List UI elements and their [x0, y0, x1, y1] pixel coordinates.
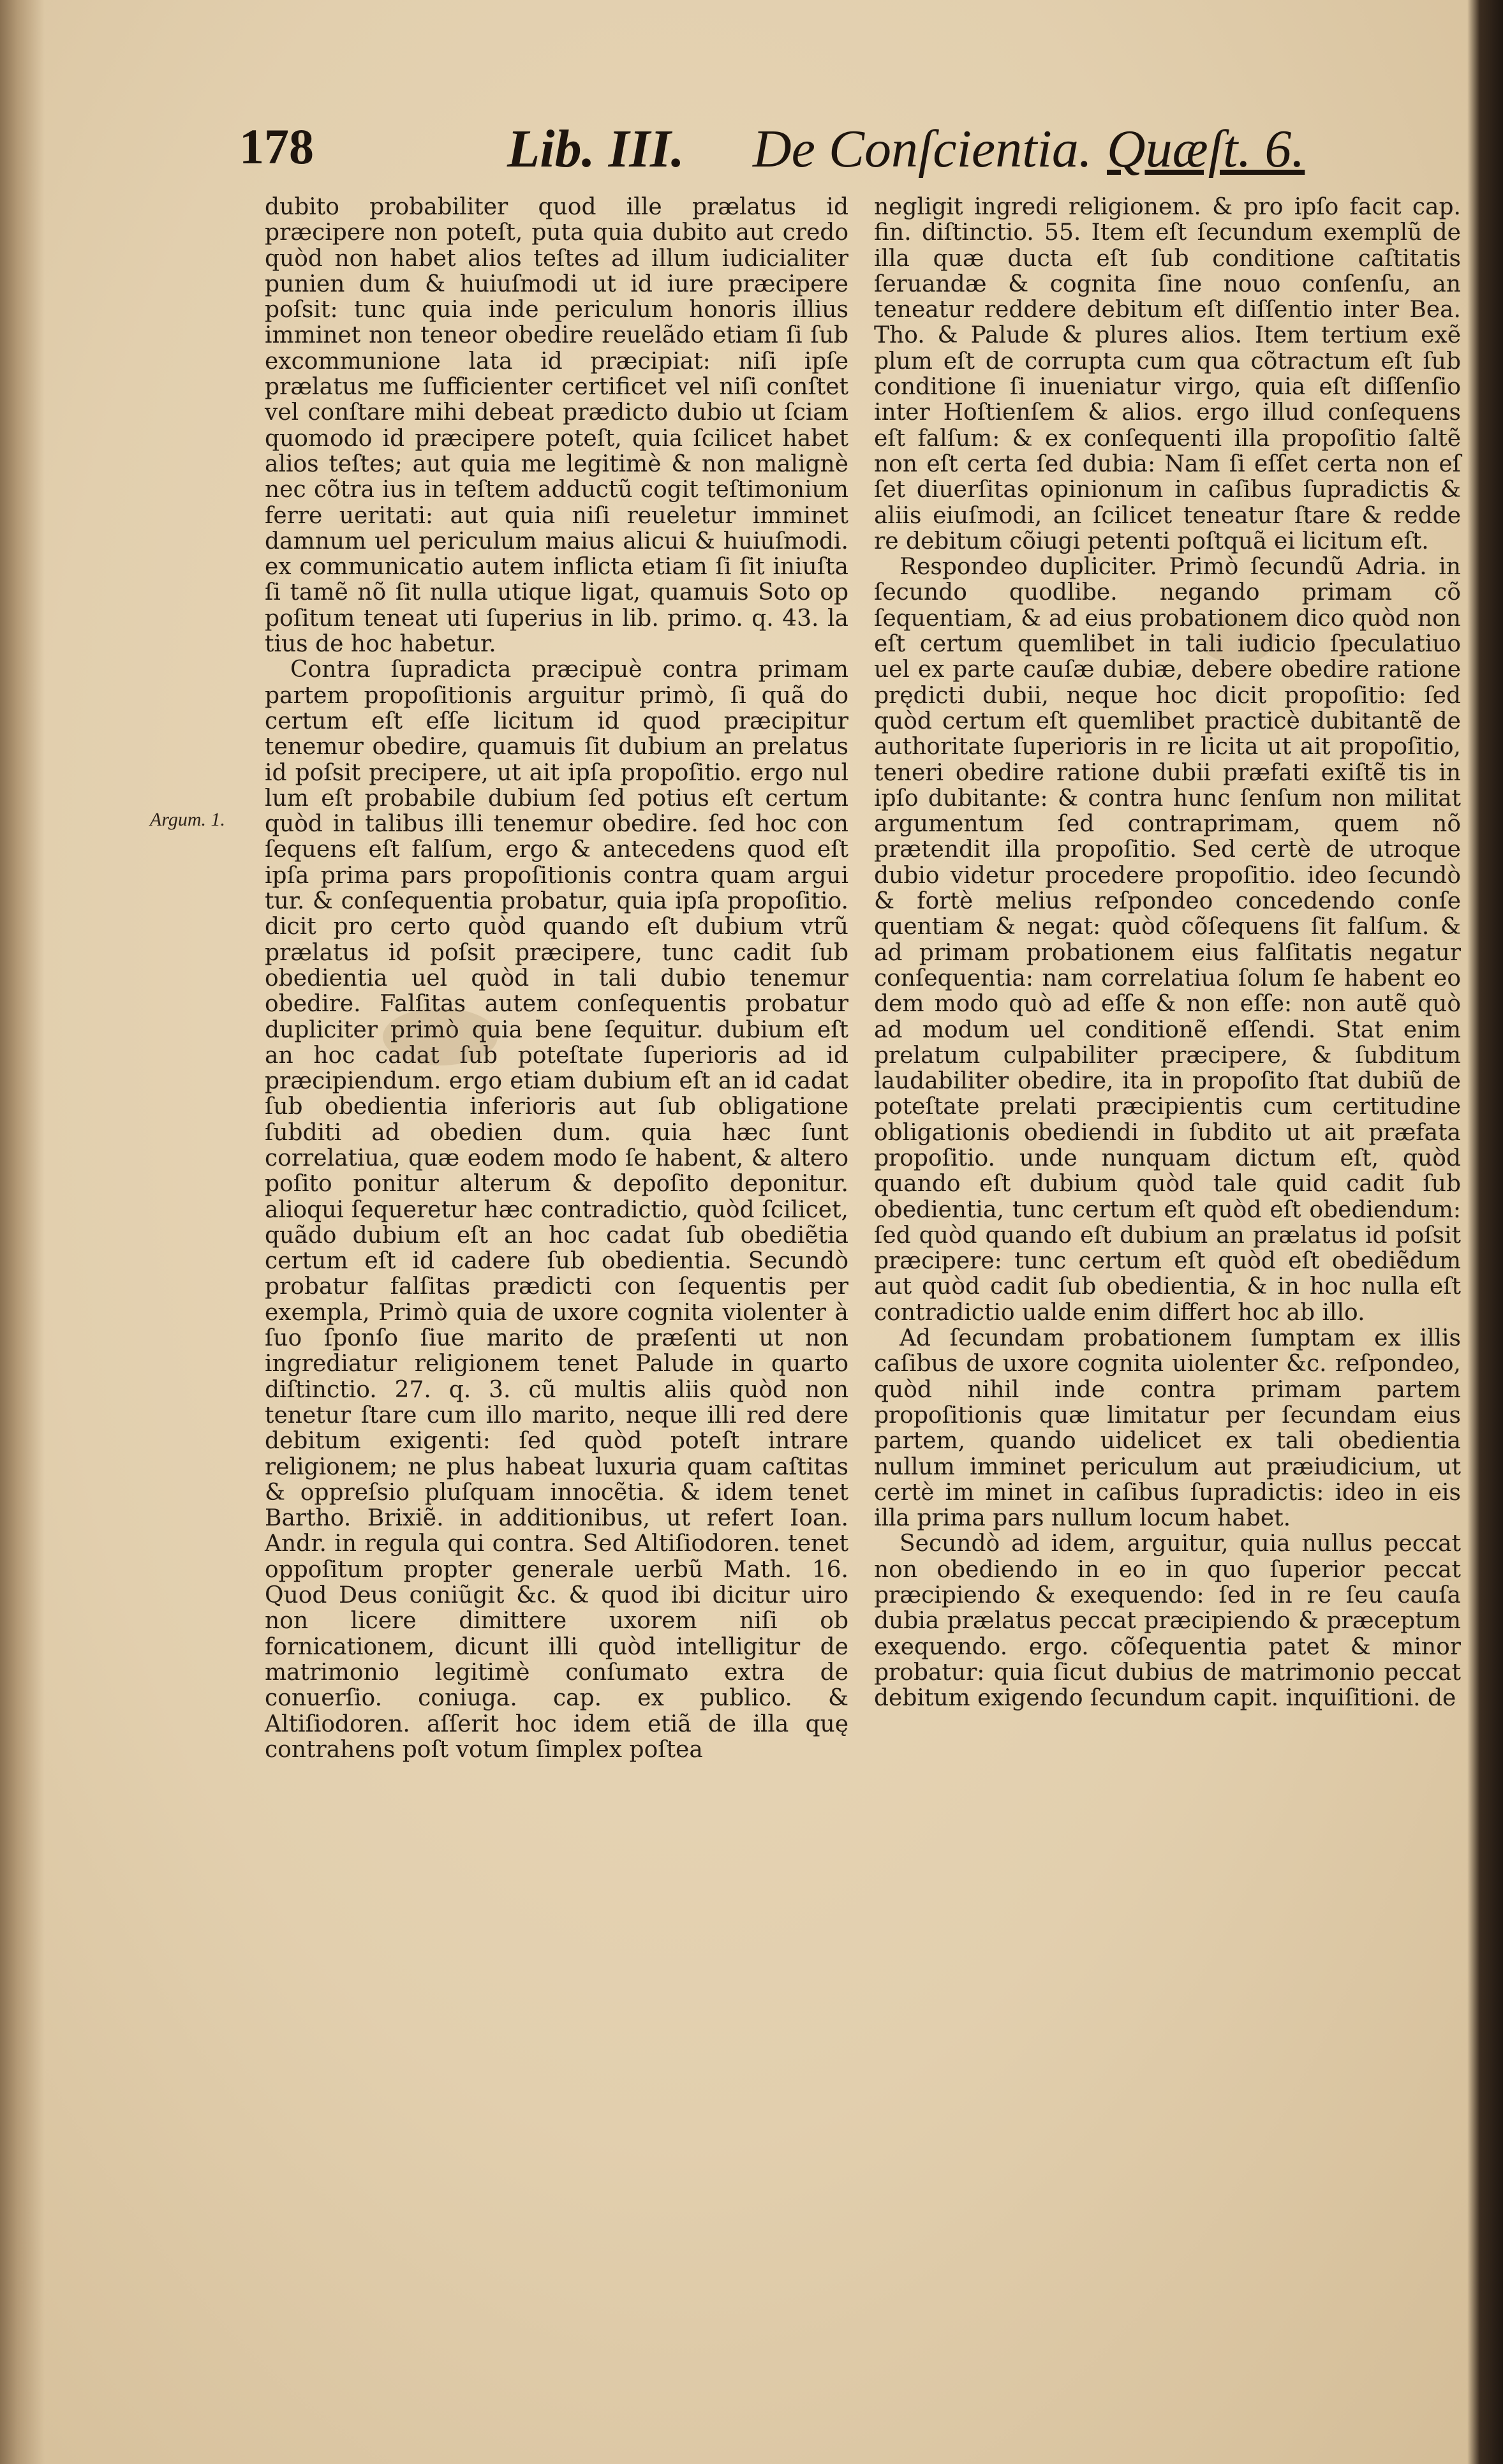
page-number: 178: [239, 119, 314, 174]
running-book-title: Lib. III.: [507, 119, 685, 179]
right-paragraph: negligit ingredi religionem. & pro ipſo facit cap. fin. diſtinctio. 55. Item eſt ſecundum exemplũ de illa quæ ducta eſt ſub conditione caſtitatis ſeruandæ & cognita ſine nouo conſenſu, an teneatur reddere debitum eſt diſſentio inter Bea. Tho. & Palude & plures alios. Item tertium exẽ plum eſt de corrupta cum qua cõtractum eſt ſub conditione ſi inueniatur virgo, quia eſt diſſenſio inter Hoſtienſem & alios. ergo illud conſequens eſt falſum: & ex conſequenti illa propoſitio ſaltẽ non eſt certa ſed dubia: Nam ſi eſſet certa non eſ ſet diuerſitas opinionum in caſibus ſupradictis & aliis eiuſmodi, an ſcilicet teneatur ſtare & redde re debitum cõiugi petenti poſtquã ei licitum eſt.: [874, 194, 1461, 554]
running-header: [239, 118, 1305, 188]
running-question-label: Quæſt. 6.: [1107, 119, 1305, 179]
binding-shadow: [0, 0, 45, 2464]
left-text-column: [265, 195, 848, 1763]
running-section-title: De Conſcientia.: [753, 119, 1092, 179]
page-edge-shadow: [1467, 0, 1503, 2464]
left-paragraph: dubito probabiliter quod ille prælatus id præcipere non poteſt, puta quia dubito aut credo quòd non habet alios teſtes ad illum iudicialiter punien dum & huiuſmodi ut id iure præcipere poſsit: tunc quia inde periculum honoris illius imminet non teneor obedire reuelãdo etiam ſi ſub excommunione lata id præcipiat: niſi ipſe prælatus me ſufficienter certificet vel niſi conſtet vel conſtare mihi debeat prædicto dubio ut ſciam quomodo id præcipere poteſt, quia ſcilicet habet alios teſtes; aut quia me legitimè & non malignè nec cõtra ius in teſtem adductũ cogit teſtimonium ferre ueritati: aut quia niſi reueletur imminet damnum uel periculum maius alicui & huiuſmodi. ex communicatio autem inflicta etiam ſi ſit iniuſta ſi tamẽ nõ ſit nulla utique ligat, quamuis Soto op poſitum teneat uti ſuperius in lib. primo. q. 43. la tius de hoc habetur.: [265, 194, 848, 658]
left-paragraph: Contra ſupradicta præcipuè contra primam partem propoſitionis arguitur primò, ſi quã do certum eſt eſſe licitum id quod præcipitur tenemur obedire, quamuis ſit dubium an prelatus id poſsit precipere, ut ait ipſa propoſitio. ergo nul lum eſt probabile dubium ſed potius eſt certum quòd in talibus illi tenemur obedire. ſed hoc con ſequens eſt falſum, ergo & antecedens quod eſt ipſa prima pars propoſitionis contra quam argui tur. & conſequentia probatur, quia ipſa propoſitio. dicit pro certo quòd quando eſt dubium vtrũ prælatus id poſsit præcipere, tunc cadit ſub obedientia uel quòd in tali dubio tenemur obedire. Falſitas autem conſequentis probatur dupliciter primò quia bene ſequitur. dubium eſt an hoc cadat ſub poteſtate ſuperioris ad id præcipiendum. ergo etiam dubium eſt an id cadat ſub obedientia inferioris aut ſub obligatione ſubditi ad obedien dum. quia hæc ſunt correlatiua, quæ eodem modo ſe habent, & altero poſito ponitur alterum & depoſito deponitur. alioqui ſequeretur hæc contradictio, quòd ſcilicet, quãdo dubium eſt an hoc cadat ſub obediẽtia certum eſt id cadere ſub obedientia. Secundò probatur falſitas prædicti con ſequentis per exempla, Primò quia de uxore cognita violenter à ſuo ſponſo ſiue marito de præſenti ut non ingrediatur religionem tenet Palude in quarto diſtinctio. 27. q. 3. cũ multis aliis quòd non tenetur ſtare cum illo marito, neque illi red dere debitum exigenti: ſed quòd poteſt intrare religionem; ne plus habeat luxuria quam caſtitas & oppreſsio pluſquam innocẽtia. & idem tenet Bartho. Brixiẽ. in additionibus, ut refert Ioan. Andr. in regula qui contra. Sed Altiſiodoren. tenet oppoſitum propter generale uerbũ Math. 16. Quod Deus coniũgit &c. & quod ibi dicitur uiro non licere dimittere uxorem niſi ob fornicationem, dicunt illi quòd intelligitur de matrimonio legitimè conſumato extra de conuerſio. coniuga. cap. ex publico. & Altiſiodoren. aſſerit hoc idem etiã de illa quę contrahens poſt votum ſimplex poſtea: [265, 657, 848, 1763]
right-paragraph: Respondeo dupliciter. Primò ſecundũ Adria. in ſecundo quodlibe. negando primam cõ ſequentiam, & ad eius probationem dico quòd non eſt certum quemlibet in tali iudicio ſpeculatiuo uel ex parte cauſæ dubiæ, debere obedire ratione prędicti dubii, neque hoc dicit propoſitio: ſed quòd certum eſt quemlibet practicè dubitantẽ de authoritate ſuperioris in re licita ut ait propoſitio, teneri obedire ratione dubii præfati exiſtẽ tis in ipſo dubitante: & contra hunc ſenſum non militat argumentum ſed contraprimam, quem nõ prætendit illa propoſitio. Sed certè de utroque dubio videtur procedere propoſitio. ideo ſecundò & fortè melius reſpondeo concedendo conſe quentiam & negat: quòd cõſequens ſit falſum. & ad primam probationem eius falſitatis negatur conſequentia: nam correlatiua ſolum ſe habent eo dem modo quò ad eſſe & non eſſe: non autẽ quò ad modum uel conditionẽ eſſendi. Stat enim prelatum culpabiliter præcipere, & ſubditum laudabiliter obedire, ita in propoſito ſtat dubiũ de poteſtate prelati præcipientis cum certitudine obligationis obediendi in ſubdito ut ait præfata propoſitio. unde nunquam dictum eſt, quòd quando eſt dubium quòd tale quid cadit ſub obedientia, tunc certum eſt quòd eſt obediendum: ſed quòd quando eſt dubium an prælatus id poſsit præcipere: tunc certum eſt quòd eſt obediẽdum aut quòd cadit ſub obedientia, & in hoc nulla eſt contradictio ualde enim differt hoc ab illo.: [874, 554, 1461, 1326]
right-paragraph: Secundò ad idem, arguitur, quia nullus peccat non obediendo in eo in quo ſuperior peccat præcipiendo & exequendo: ſed in re ſeu cauſa dubia prælatus peccat præcipiendo & præceptum exequendo. ergo. cõſequentia patet & minor probatur: quia ſicut dubius de matrimonio peccat debitum exigendo ſecundum capit. inquiſitioni. de: [874, 1531, 1461, 1712]
right-paragraph: Ad ſecundam probationem ſumptam ex illis caſibus de uxore cognita uiolenter &c. reſpondeo, quòd nihil inde contra primam partem propoſitionis quæ limitatur per ſecundam eius partem, quando uidelicet ex tali obedientia nullum imminet periculum aut præiudicium, ut certè im minet in caſibus ſupradictis: ideo in eis illa prima pars nullum locum habet.: [874, 1325, 1461, 1532]
margin-note-argum: Argum. 1.: [150, 809, 226, 830]
right-text-column: [874, 195, 1461, 1712]
